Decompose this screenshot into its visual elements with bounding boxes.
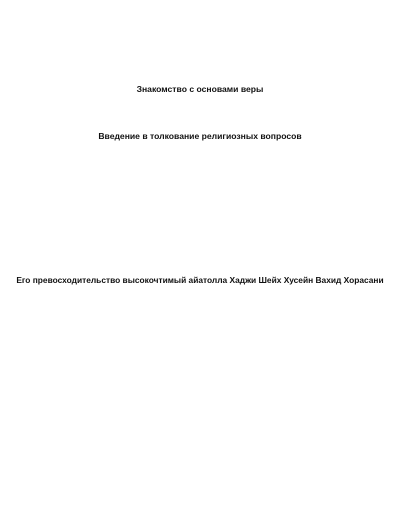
document-subtitle: Введение в толкование религиозных вопросов — [98, 131, 302, 141]
document-title: Знакомство с основами веры — [136, 84, 264, 94]
document-author: Его превосходительство высокочтимый айатолла Хаджи Шейх Хусейн Вахид Хорасани — [16, 275, 384, 285]
